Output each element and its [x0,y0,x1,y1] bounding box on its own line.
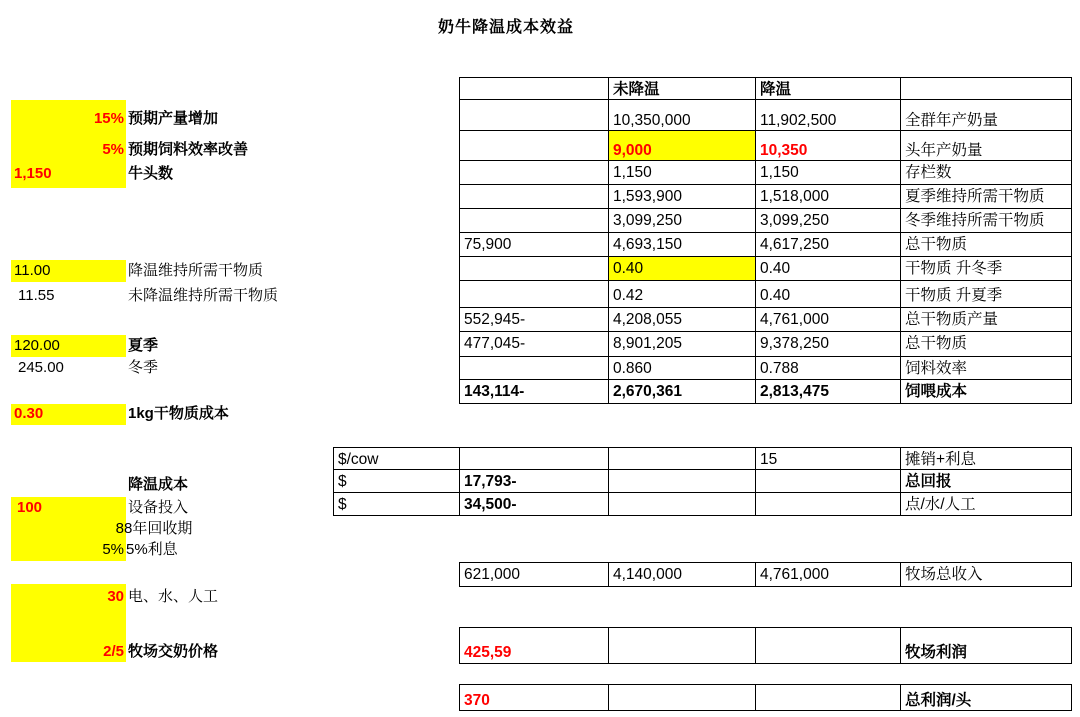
table-cell[interactable]: 冬季维持所需干物质 [900,208,1072,233]
table-cell[interactable] [459,99,609,131]
table-cell[interactable] [608,492,756,516]
table-cell[interactable]: 饲料效率 [900,356,1072,380]
winter-value[interactable]: 245.00 [18,359,64,376]
table-cell[interactable]: 总干物质 [900,232,1072,257]
table-cell[interactable]: 11,902,500 [755,99,901,131]
table-cell[interactable]: 2,813,475 [755,379,901,404]
table-cell[interactable] [459,256,609,281]
table-header-cooled[interactable]: 降温 [755,77,901,100]
table-cell[interactable]: 17,793- [459,469,609,493]
table-cell[interactable]: 10,350,000 [608,99,756,131]
table-header-cell[interactable] [459,77,609,100]
table-cell[interactable] [459,130,609,161]
table-cell[interactable]: 饲喂成本 [900,379,1072,404]
table-cell[interactable] [459,160,609,185]
dm-cost-label: 1kg干物质成本 [128,405,229,422]
table-cell[interactable]: 425,59 [459,627,609,664]
milk-price-label: 牧场交奶价格 [128,643,219,660]
table-cell[interactable] [459,280,609,308]
table-cell[interactable]: 存栏数 [900,160,1072,185]
feed-efficiency-value[interactable]: 5% [102,141,124,158]
table-cell[interactable]: 3,099,250 [608,208,756,233]
cooled-dm-value[interactable]: 11.00 [14,262,51,279]
winter-label: 冬季 [128,359,159,376]
table-cell[interactable]: 总回报 [900,469,1072,493]
table-cell[interactable] [608,684,756,711]
milk-price-value[interactable]: 2/5 [103,643,124,660]
table-cell[interactable]: 10,350 [755,130,901,161]
table-cell[interactable]: 1,518,000 [755,184,901,209]
table-cell[interactable]: 1,150 [608,160,756,185]
table-cell[interactable]: 干物质 升冬季 [900,256,1072,281]
dm-cost-value[interactable]: 0.30 [14,405,44,422]
table-cell[interactable]: 15 [755,447,901,470]
yield-increase-label: 预期产量增加 [128,110,219,127]
table-cell[interactable]: 牧场利润 [900,627,1072,664]
interest-value[interactable]: 5% [102,541,124,558]
table-cell[interactable]: 4,617,250 [755,232,901,257]
table-cell[interactable]: 552,945- [459,307,609,332]
table-cell[interactable]: 点/水/人工 [900,492,1072,516]
yield-increase-value[interactable]: 15% [93,110,124,127]
table-cell[interactable] [608,447,756,470]
table-cell[interactable]: 总利润/头 [900,684,1072,711]
payback-value[interactable]: 8 [115,520,124,537]
table-cell[interactable]: $ [333,469,460,493]
table-cell[interactable]: 0.40 [755,280,901,308]
table-cell[interactable]: $ [333,492,460,516]
cow-count-value[interactable]: 1,150 [14,165,52,182]
table-cell[interactable] [608,469,756,493]
table-cell[interactable]: 0.788 [755,356,901,380]
table-cell[interactable]: 总干物质产量 [900,307,1072,332]
table-cell[interactable] [459,447,609,470]
table-cell[interactable] [755,469,901,493]
table-cell[interactable]: 143,114- [459,379,609,404]
table-cell[interactable]: 夏季维持所需干物质 [900,184,1072,209]
table-cell[interactable] [755,684,901,711]
interest-label: 5%利息 [126,541,178,558]
table-cell[interactable]: 4,208,055 [608,307,756,332]
table-cell[interactable]: 370 [459,684,609,711]
table-cell[interactable]: 3,099,250 [755,208,901,233]
table-cell[interactable] [608,627,756,664]
table-cell[interactable]: $/cow [333,447,460,470]
table-cell[interactable]: 牧场总收入 [900,562,1072,587]
table-cell[interactable]: 总干物质 [900,331,1072,357]
uncooled-dm-value[interactable]: 11.55 [18,287,55,304]
table-cell[interactable]: 75,900 [459,232,609,257]
table-cell[interactable]: 9,378,250 [755,331,901,357]
table-cell[interactable] [755,627,901,664]
table-cell[interactable]: 9,000 [608,130,756,161]
sheet-title: 奶牛降温成本效益 [438,19,575,36]
cooling-cost-label: 降温成本 [128,476,189,493]
table-cell[interactable]: 8,901,205 [608,331,756,357]
table-cell[interactable]: 0.860 [608,356,756,380]
table-header-uncooled[interactable]: 未降温 [608,77,756,100]
table-header-cell[interactable] [900,77,1072,100]
utility-value[interactable]: 30 [107,588,124,605]
table-cell[interactable] [459,208,609,233]
table-cell[interactable]: 0.40 [608,256,756,281]
feed-efficiency-label: 预期饲料效率改善 [128,141,249,158]
table-cell[interactable]: 摊销+利息 [900,447,1072,470]
equipment-value[interactable]: 100 [17,499,43,516]
table-cell[interactable]: 4,693,150 [608,232,756,257]
table-cell[interactable]: 34,500- [459,492,609,516]
table-cell[interactable] [459,356,609,380]
table-cell[interactable]: 头年产奶量 [900,130,1072,161]
utility-label: 电、水、人工 [128,588,219,605]
uncooled-dm-label: 未降温维持所需干物质 [128,287,279,304]
table-cell[interactable]: 1,150 [755,160,901,185]
table-cell[interactable]: 621,000 [459,562,609,587]
table-cell[interactable]: 2,670,361 [608,379,756,404]
table-cell[interactable]: 0.40 [755,256,901,281]
table-cell[interactable] [459,184,609,209]
table-cell[interactable]: 477,045- [459,331,609,357]
cooled-dm-label: 降温维持所需干物质 [128,262,264,279]
equipment-label: 设备投入 [128,499,189,516]
summer-value[interactable]: 120.00 [14,337,60,354]
table-cell[interactable]: 1,593,900 [608,184,756,209]
table-cell[interactable]: 全群年产奶量 [900,99,1072,131]
table-cell[interactable]: 4,761,000 [755,307,901,332]
table-cell[interactable]: 干物质 升夏季 [900,280,1072,308]
payback-label: 8年回收期 [124,520,193,537]
table-cell[interactable]: 4,140,000 [608,562,756,587]
table-cell[interactable]: 0.42 [608,280,756,308]
summer-label: 夏季 [128,337,159,354]
table-cell[interactable]: 4,761,000 [755,562,901,587]
cow-count-label: 牛头数 [128,165,174,182]
table-cell[interactable] [755,492,901,516]
